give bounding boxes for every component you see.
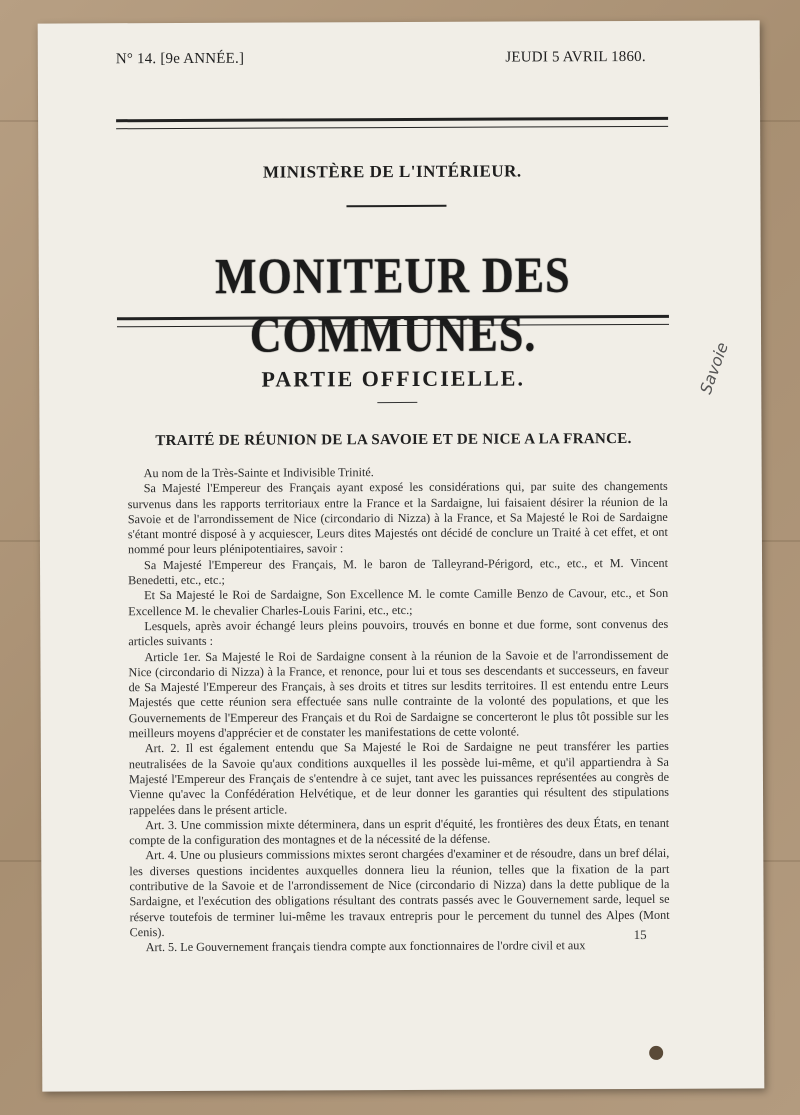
issue-date: JEUDI 5 AVRIL 1860. [505,48,646,66]
section-rule [377,402,417,403]
paragraph: Art. 5. Le Gouvernement français tiendra compte aux fonctionnaires de l'ordre civil et aux [145,938,586,955]
paragraph: Au nom de la Très-Sainte et Indivisible Trinité. [143,465,374,481]
paragraph: Art. 4. Une ou plusieurs commissions mixtes seront chargées d'examiner et de résoudre, dans un bref délai, les diverses questions incidentes auxquelles donnera lieu la réunion, telles que la fixation de la part contributive de la Savoie et de l'arrondissement de Nice (circondario di Nizza) dans la dette publique de la Sardaigne, et l'exécution des obligations résultant des contrats passés avec le Gouvernement sarde, lequel se réserve toutefois de terminer lui-même les travaux entrepris pour le percement du tunnel des Alpes (Mont Cenis). [129,846,670,940]
ink-stain [649,1046,663,1060]
paragraph: Art. 2. Il est également entendu que Sa Majesté le Roi de Sardaigne ne peut transférer les parties neutralisées de la Savoie qu'aux conditions auxquelles il les possède lui-même, et qu'il appartiendra à Sa Majesté l'Empereur des Français de s'entendre à ce sujet, tant avec les puissances représentées au congrès de Vienne qu'avec la Confédération Helvétique, et de leur donner les garanties qui résultent des stipulations rappelées dans le présent article. [128,739,670,817]
handwritten-annotation: Savoie [695,339,732,397]
newspaper-page [38,20,765,1091]
treaty-title: TRAITÉ DE RÉUNION DE LA SAVOIE ET DE NICE A LA FRANCE. [155,430,632,450]
header-rule [116,117,668,129]
issue-header [116,49,646,73]
ministry-rule [346,205,446,207]
article-body [128,464,670,956]
paragraph: Art. 3. Une commission mixte déterminera, dans un esprit d'équité, les frontières des deux États, en tenant compte de la configuration des montagnes et de la nécessité de la défense. [129,815,670,848]
newspaper-title: MONITEUR DES COMMUNES. [214,246,571,364]
paragraph: Lesquels, après avoir échangé leurs pleins pouvoirs, trouvés en bonne et due forme, sont convenus des articles suivants : [128,616,669,649]
paragraph: Et Sa Majesté le Roi de Sardaigne, Son Excellence M. le comte Camille Benzo de Cavour, etc., et Son Excellence M. le chevalier Charles-Louis Farini, etc., etc.; [128,586,669,618]
page-number: 15 [633,926,647,942]
ministry-heading: MINISTÈRE DE L'INTÉRIEUR. [262,161,522,182]
section-heading: PARTIE OFFICIELLE. [261,365,525,392]
paragraph: Sa Majesté l'Empereur des Français, M. le baron de Talleyrand-Périgord, etc., etc., et M. Vincent Benedetti, etc., etc.; [128,555,669,588]
paragraph: Sa Majesté l'Empereur des Français ayant exposé les considérations qui, par suite des changements survenus dans les rapports territoriaux entre la France et la Sardaigne, lui faisaient désirer la réunion de la Savoie et de l'arrondissement de Nice (circondario di Nizza) à la France, et Sa Majesté le Roi de Sardaigne s'étant montré disposé à y acquiescer, Leurs dites Majestés ont décidé de conclure un Traité à cet effet, et ont nommé pour leurs plénipotentiaires, savoir : [127,479,668,557]
paragraph: Article 1er. Sa Majesté le Roi de Sardaigne consent à la réunion de la Savoie et de l'arrondissement de Nice (circondario di Nizza) à la France, et renonce, pour lui et tous ses descendants et successeurs, en faveur de Sa Majesté l'Empereur des Français, à ses droits et titres sur lesdits territoires. Il est entendu entre Leurs Majestés que cette réunion sera effectuée sans nulle contrainte de la volonté des populations, et que les Gouvernements de l'Empereur des Français et du Roi de Sardaigne se concerteront le plus tôt possible sur les meilleurs moyens d'apprécier et de constater les manifestations de cette volonté. [128,647,669,741]
issue-number: N° 14. [9e ANNÉE.] [115,50,245,68]
